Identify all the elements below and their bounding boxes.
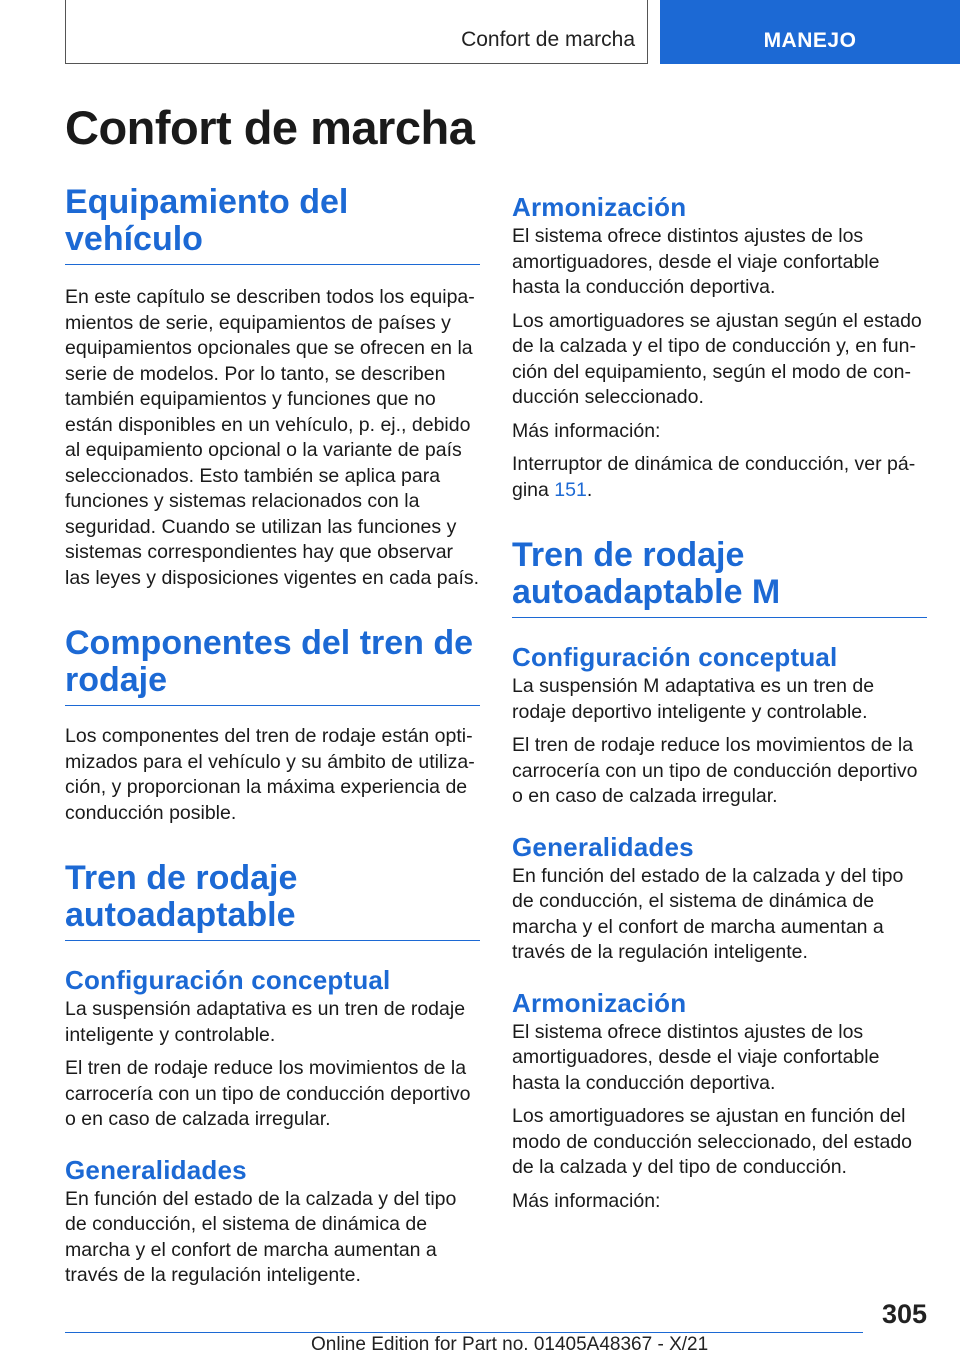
paragraph: Los amortiguadores se ajustan según el estado de la calzada y el tipo de conducción y, en función del equipamiento, según el modo de conducción seleccionado.: [512, 309, 922, 408]
page-link-151[interactable]: 151: [554, 478, 587, 501]
paragraph: Los componentes del tren de rodaje están optimizados para el vehículo y su ámbito de utilización, y proporcionan la máxima experiencia de conducción posible.: [65, 725, 475, 824]
paragraph: En función del estado de la calzada y del tipo de conducción, el sistema de dinámica de marcha y el confort de marcha aumentan a través de la regulación inteligente.: [65, 1187, 457, 1286]
page-title: Confort de marcha: [65, 101, 475, 154]
section-title-tren-autoadaptable: Tren de rodaje autoadaptable: [65, 860, 480, 941]
paragraph: En este capítulo se describen todos los equipamientos de serie, equipamientos de países y equipamientos opcionales que se ofrecen en la serie de modelos. Por lo tanto, se describen también equipamientos y funciones que no están disponibles en un vehículo, p. ej., debido al equipamiento opcional o la variante de país seleccionados. Esto también se aplica para funciones y sistemas relacionados con la seguridad. Cuando se utilizan las funciones y sistemas correspondientes hay que observar las leyes y disposiciones vigentes en cada país.: [65, 286, 480, 589]
paragraph: El tren de rodaje reduce los movimientos de la carrocería con un tipo de conducción deportivo o en caso de calzada irregular.: [512, 734, 918, 807]
paragraph-end: .: [586, 478, 593, 501]
subsection-title-generalidades: Generalidades: [65, 1154, 247, 1185]
section-title-equipamiento: Equipamiento del vehículo: [65, 184, 480, 265]
right-column: [512, 192, 927, 1222]
paragraph-text: Interruptor de dinámica de conducción, ver página: [512, 453, 916, 501]
subsection-title-configuracion: Configuración conceptual: [65, 965, 391, 995]
paragraph: Los amortiguadores se ajustan en función del modo de conducción seleccionado, del estado de la calzada y del tipo de conducción.: [512, 1105, 913, 1178]
paragraph: La suspensión adaptativa es un tren de rodaje inteligente y controlable.: [65, 998, 466, 1046]
section-title-tren-autoadaptable-m: Tren de rodaje autoadaptable M: [512, 537, 927, 618]
paragraph: Más información:: [512, 1189, 661, 1212]
chapter-tab[interactable]: MANEJO: [660, 0, 960, 64]
paragraph: El tren de rodaje reduce los movimientos de la carrocería con un tipo de conducción deportivo o en caso de calzada irregular.: [65, 1057, 471, 1130]
section-title-componentes: Componentes del tren de rodaje: [65, 625, 480, 706]
footer-edition-text: Online Edition for Part no. 01405A48367 - X/21: [311, 1334, 709, 1355]
subsection-title-armonizacion: Armonización: [512, 987, 687, 1018]
subsection-title-armonizacion: Armonización: [512, 192, 687, 222]
paragraph: El sistema ofrece distintos ajustes de los amortiguadores, desde el viaje confortable hasta la conducción deportiva.: [512, 225, 880, 298]
paragraph: La suspensión M adaptativa es un tren de rodaje deportivo inteligente y controlable.: [512, 675, 875, 723]
paragraph-with-link: [512, 452, 927, 503]
paragraph: Más información:: [512, 419, 661, 442]
paragraph: En función del estado de la calzada y del tipo de conducción, el sistema de dinámica de marcha y el confort de marcha aumentan a través de la regulación inteligente.: [512, 864, 904, 963]
subsection-title-configuracion: Configuración conceptual: [512, 642, 838, 672]
paragraph: El sistema ofrece distintos ajustes de los amortiguadores, desde el viaje confortable hasta la conducción deportiva.: [512, 1020, 880, 1094]
footer-divider: [65, 1332, 863, 1333]
header-section-title: Confort de marcha: [461, 28, 635, 51]
left-column: [65, 184, 480, 1297]
page-number: 305: [881, 1299, 927, 1329]
subsection-title-generalidades: Generalidades: [512, 831, 694, 862]
